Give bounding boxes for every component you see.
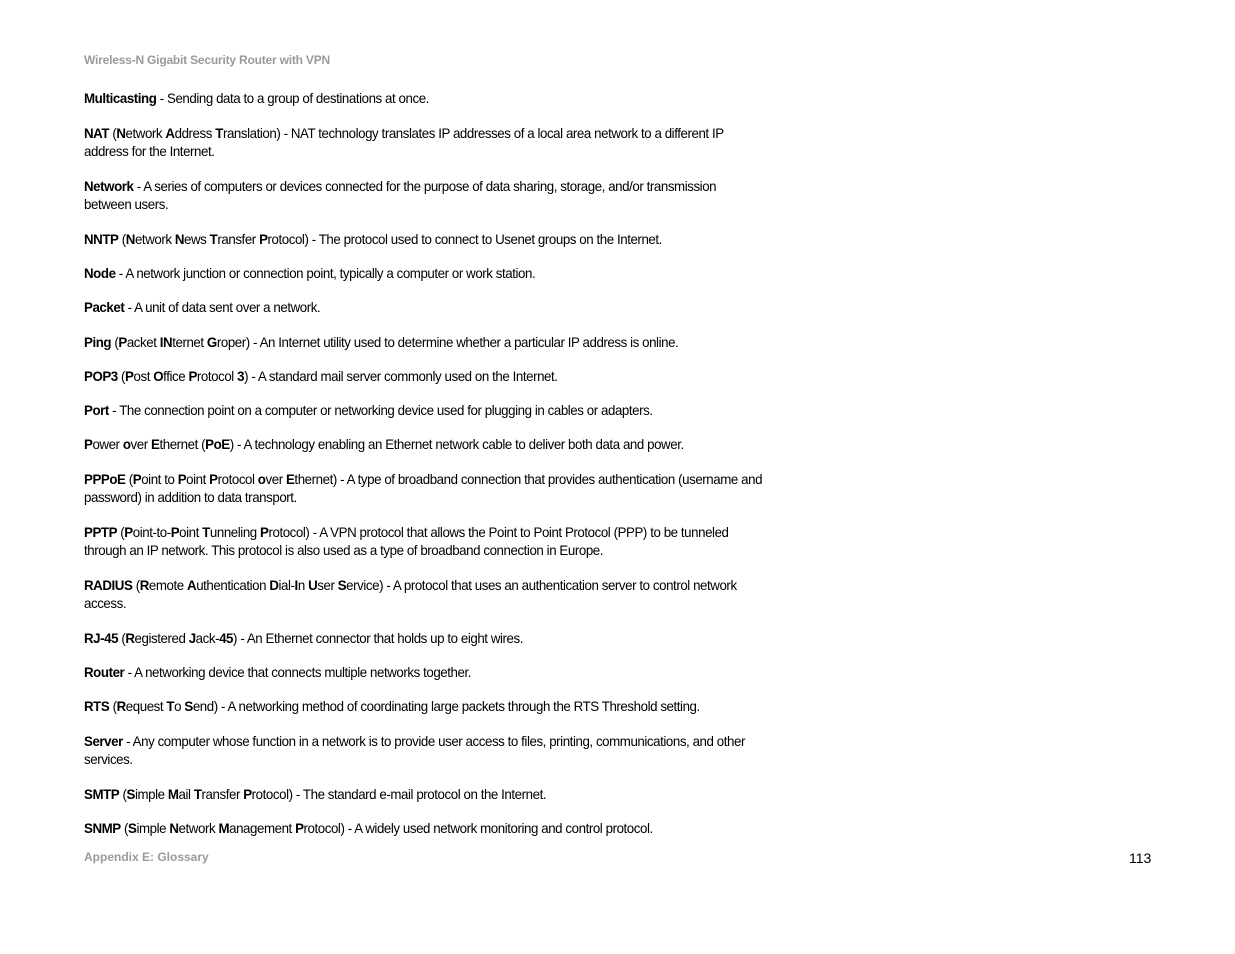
glossary-term-bold: P (132, 471, 142, 487)
glossary-text: ( (109, 125, 117, 141)
glossary-term-bold: RTS (84, 698, 110, 714)
glossary-text: imple (136, 820, 170, 836)
glossary-text: rotocol) - The standard e-mail protocol on the Internet. (251, 786, 547, 802)
glossary-text: emote (148, 577, 188, 593)
glossary-entry (84, 576, 764, 612)
glossary-text: oint-to- (132, 524, 171, 540)
glossary-text: ( (109, 698, 117, 714)
glossary-entry (84, 298, 764, 316)
glossary-term-bold: P (188, 368, 197, 384)
glossary-term-bold: PPTP (84, 524, 118, 540)
glossary-text: - A network junction or connection point, typically a computer or work station. (115, 265, 536, 281)
glossary-text: - Any computer whose function in a network is to provide user access to files, printing, communications, and other services. (84, 733, 745, 767)
glossary-term-bold: N (125, 231, 135, 247)
glossary-term-bold: N (116, 125, 126, 141)
glossary-term-bold: PPPoE (84, 471, 126, 487)
glossary-term-bold: RADIUS (84, 577, 133, 593)
glossary-term-bold: A (187, 577, 197, 593)
glossary-text: - The connection point on a computer or networking device used for plugging in cables or adapters. (108, 402, 653, 418)
glossary-entry (84, 470, 764, 506)
glossary-text: ( (118, 231, 126, 247)
glossary-term-bold: Ping (84, 334, 112, 350)
glossary-text: ( (132, 577, 140, 593)
glossary-term-bold: P (260, 524, 269, 540)
glossary-text: ( (119, 786, 127, 802)
glossary-term-bold: P (243, 786, 252, 802)
glossary-term-bold: T (202, 524, 210, 540)
glossary-text: - A unit of data sent over a network. (124, 299, 321, 315)
glossary-term-bold: T (209, 231, 218, 247)
glossary-term-bold: SMTP (84, 786, 120, 802)
glossary-term-bold: 45 (219, 630, 234, 646)
glossary-entry (84, 819, 764, 837)
glossary-entry (84, 124, 764, 160)
glossary-entry (84, 401, 764, 419)
glossary-term-bold: T (193, 786, 202, 802)
glossary-text: ( (118, 630, 126, 646)
glossary-term-bold: Node (84, 265, 116, 281)
glossary-text: etwork (125, 125, 166, 141)
glossary-term-bold: G (206, 334, 217, 350)
glossary-text: n (297, 577, 309, 593)
glossary-term-bold: T (166, 698, 175, 714)
glossary-text: oint to (141, 471, 178, 487)
page-number: 113 (1129, 850, 1152, 866)
glossary-term-bold: S (184, 698, 193, 714)
glossary-term-bold: U (308, 577, 318, 593)
glossary-text: thernet ( (159, 436, 206, 452)
glossary-entry (84, 435, 764, 453)
glossary-term-bold: Server (84, 733, 123, 749)
page-header-title: Wireless-N Gigabit Security Router with VPN (84, 53, 331, 67)
glossary-text: ( (111, 334, 119, 350)
glossary-entry (84, 367, 764, 385)
glossary-text: etwork (178, 820, 219, 836)
glossary-text: ack- (195, 630, 220, 646)
glossary-entry (84, 523, 764, 559)
glossary-term-bold: R (125, 630, 135, 646)
glossary-term-bold: PoE (205, 436, 230, 452)
glossary-entry (84, 785, 764, 803)
glossary-term-bold: P (209, 471, 218, 487)
glossary-term-bold: P (170, 524, 180, 540)
glossary-text: ( (125, 471, 133, 487)
glossary-text: ransfer (217, 231, 260, 247)
glossary-term-bold: S (337, 577, 347, 593)
glossary-text: rotocol) - The protocol used to connect to Usenet groups on the Internet. (267, 231, 662, 247)
glossary-text: ransfer (201, 786, 244, 802)
glossary-term-bold: P (125, 368, 134, 384)
glossary-term-bold: R (139, 577, 149, 593)
glossary-text: ail (178, 786, 194, 802)
glossary-entry (84, 89, 764, 107)
glossary-term-bold: J (188, 630, 196, 646)
glossary-entry (84, 333, 764, 351)
glossary-term-bold: P (295, 820, 304, 836)
glossary-term-bold: o (122, 436, 131, 452)
glossary-text: - A series of computers or devices connected for the purpose of data sharing, storage, and/or transmission between users. (84, 178, 717, 212)
glossary-entry (84, 697, 764, 715)
glossary-term-bold: IN (159, 334, 173, 350)
glossary-text: ervice) - A protocol that uses an authentication server to control network access. (84, 577, 737, 611)
glossary-term-bold: Port (84, 402, 109, 418)
glossary-text: ial- (278, 577, 295, 593)
glossary-entry (84, 629, 764, 647)
glossary-text: ver (265, 471, 286, 487)
glossary-term-bold: NAT (84, 125, 110, 141)
glossary-text: ( (120, 820, 128, 836)
glossary-text: equest (125, 698, 167, 714)
glossary-text: oint (186, 471, 210, 487)
glossary-text: ews (184, 231, 210, 247)
glossary-term-bold: P (84, 436, 93, 452)
glossary-text: anagement (229, 820, 296, 836)
glossary-term-bold: NNTP (84, 231, 119, 247)
glossary-term-bold: I (294, 577, 298, 593)
glossary-entry (84, 230, 764, 248)
glossary-term-bold: T (215, 125, 223, 141)
glossary-term-bold: S (126, 786, 135, 802)
glossary-text: rotocol (217, 471, 258, 487)
glossary-term-bold: o (257, 471, 266, 487)
glossary-text: - A networking device that connects multiple networks together. (124, 664, 472, 680)
glossary-text: ser (317, 577, 338, 593)
glossary-text: imple (134, 786, 168, 802)
glossary-term-bold: P (118, 334, 127, 350)
glossary-term-bold: E (285, 471, 295, 487)
glossary-term-bold: N (174, 231, 185, 247)
glossary-text: ) - A standard mail server commonly used on the Internet. (244, 368, 558, 384)
glossary-term-bold: SNMP (84, 820, 121, 836)
glossary-term-bold: POP3 (84, 368, 118, 384)
glossary-term-bold: R (116, 698, 126, 714)
glossary-entry (84, 663, 764, 681)
glossary-text: oint (179, 524, 203, 540)
glossary-text: rotocol) - A VPN protocol that allows the Point to Point Protocol (PPP) to be tunneled through an IP network. This protocol is also used as a type of broadband connection in Europe. (84, 524, 729, 558)
glossary-term-bold: N (169, 820, 179, 836)
glossary-text: ost (133, 368, 154, 384)
glossary-term-bold: A (165, 125, 175, 141)
glossary-entry (84, 732, 764, 768)
glossary-term-bold: E (151, 436, 160, 452)
glossary-text: end) - A networking method of coordinating large packets through the RTS Threshold setting. (192, 698, 700, 714)
glossary-text: ) - A technology enabling an Ethernet network cable to deliver both data and power. (229, 436, 684, 452)
glossary-text: ( (117, 524, 125, 540)
glossary-text: ver (130, 436, 152, 452)
glossary-term-bold: Router (84, 664, 125, 680)
glossary-text: unneling (209, 524, 261, 540)
glossary-term-bold: P (177, 471, 187, 487)
footer-section-title: Appendix E: Glossary (84, 850, 209, 864)
glossary-term-bold: Network (84, 178, 134, 194)
glossary-text: acket (126, 334, 160, 350)
glossary-entry (84, 264, 764, 282)
glossary-text: - Sending data to a group of destinations at once. (156, 90, 429, 106)
glossary-term-bold: O (153, 368, 164, 384)
glossary-text: o (174, 698, 185, 714)
glossary-entry (84, 177, 764, 213)
glossary-text: ddress (174, 125, 216, 141)
glossary-term-bold: P (124, 524, 133, 540)
glossary-text: ower (92, 436, 123, 452)
glossary-term-bold: M (167, 786, 179, 802)
glossary-term-bold: P (259, 231, 268, 247)
glossary-text: egistered (134, 630, 189, 646)
glossary-term-bold: 3 (237, 368, 245, 384)
glossary-term-bold: Multicasting (84, 90, 157, 106)
glossary-text: ( (117, 368, 126, 384)
glossary-text: roper) - An Internet utility used to determine whether a particular IP address is online. (216, 334, 679, 350)
glossary-term-bold: S (127, 820, 137, 836)
glossary-text: ) - An Ethernet connector that holds up to eight wires. (233, 630, 524, 646)
glossary-text: rotocol) - A widely used network monitoring and control protocol. (303, 820, 653, 836)
glossary-text: uthentication (196, 577, 270, 593)
glossary-text: thernet) - A type of broadband connection that provides authentication (username and password) in addition to data transport. (84, 471, 763, 505)
glossary-text: rotocol (196, 368, 238, 384)
glossary-text: etwork (134, 231, 175, 247)
glossary-term-bold: Packet (84, 299, 125, 315)
glossary-term-bold: M (218, 820, 230, 836)
glossary-text: ffice (163, 368, 189, 384)
glossary-text: ternet (172, 334, 207, 350)
glossary-term-bold: RJ-45 (84, 630, 119, 646)
glossary-term-bold: D (269, 577, 279, 593)
glossary-text: ranslation) - NAT technology translates IP addresses of a local area network to a different IP address for the Internet. (84, 125, 724, 159)
